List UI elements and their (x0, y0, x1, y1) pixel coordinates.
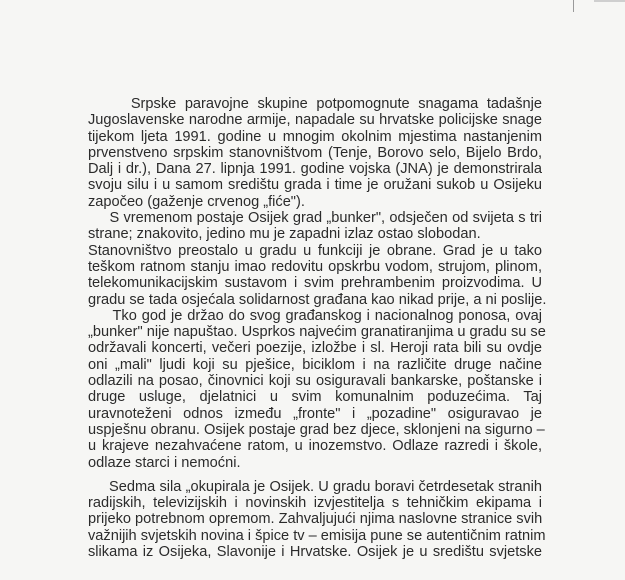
paragraph-gap (88, 471, 542, 479)
text-line: strane; znakovito, jedino mu je zapadni izlaz ostao slobodan. (88, 226, 481, 243)
page-edge-line (573, 0, 574, 12)
text-line: započeo (gaženje crvenog „fiće"). (88, 193, 305, 210)
text-line: druge usluge, djelatnici u svim komunalnim poduzećima. Taj (88, 389, 542, 406)
text-line: uspješnu obranu. Osijek postaje grad bez djece, sklonjeni na sigurno – (88, 421, 545, 438)
text-line: radijskih, televizijskih i novinskih izvjestitelja s tehničkim ekipama i (88, 495, 542, 512)
paragraph (88, 307, 546, 471)
text-line: uravnoteženi odnos između „fronte" i „pozadine" osiguravao je (88, 405, 542, 422)
text-line: svoju silu i u samom središtu grada i time je oružani sukob u Osijeku (88, 177, 542, 194)
text-line: Srpske paravojne skupine potpomognute snagama tadašnje (88, 96, 542, 112)
text-line: održavali koncerti, večeri poezije, izložbe i sl. Heroji rata bili su ovdje (88, 340, 542, 357)
text-line: tijekom ljeta 1991. godine u mnogim okolnim mjestima nastanjenim (88, 128, 542, 145)
text-line: prvenstveno srpskim stanovništvom (Tenje, Borovo selo, Bijelo Brdo, (88, 144, 542, 161)
text-line: gradu se tada osjećala solidarnost građana kao nikad prije, a ni poslije. (88, 291, 547, 308)
text-line: Stanovništvo preostalo u gradu u funkciji je obrane. Grad je u tako (88, 242, 542, 259)
text-line: važnijih svjetskih novina i špice tv – emisija pune se autentičnim ratnim (88, 527, 546, 544)
text-line: prijeko potrebnom opremom. Zahvaljujući njima naslovne stranice svih (88, 511, 543, 528)
text-line: slikama iz Osijeka, Slavonije i Hrvatske. Osijek je u središtu svjetske (88, 544, 542, 561)
text-line: S vremenom postaje Osijek grad „bunker", odsječen od svijeta s tri (88, 210, 542, 227)
text-line: Tko god je držao do svog građanskog i nacionalnog ponosa, ovaj (88, 307, 542, 324)
text-line: Sedma sila „okupirala je Osijek. U gradu boravi četrdesetak stranih (88, 478, 542, 495)
text-line: u krajeve nezahvaćene ratom, u inozemstvo. Odlaze razredi i škole, (88, 438, 542, 455)
paragraph (88, 478, 546, 561)
text-line: odlazili na posao, činovnici koji su osiguravali bankarske, poštanske i (88, 373, 542, 390)
text-line: telekomunikacijskim sustavom i svim prehrambenim proizvodima. U (88, 275, 542, 292)
page-edge-mark (594, 0, 625, 2)
paragraph (88, 210, 542, 243)
paragraph (88, 96, 542, 210)
text-line: odlaze starci i nemoćni. (88, 454, 241, 471)
text-line: „bunker" nije napuštao. Usprkos najvećim granatiranjima u gradu su se (88, 324, 546, 341)
text-line: Dalj i dr.), Dana 27. lipnja 1991. godine vojska (JNA) je demonstrirala (88, 161, 542, 178)
text-line: Jugoslavenske narodne armije, napadale su hrvatske policijske snage (88, 112, 542, 129)
paragraph (88, 242, 547, 308)
text-line: oni „mali" ljudi koji su pješice, biciklom i na različite druge načine (88, 356, 542, 373)
text-line: teškom ratnom stanju imao redovitu opskrbu vodom, strujom, plinom, (88, 258, 542, 275)
document-body (88, 96, 547, 561)
